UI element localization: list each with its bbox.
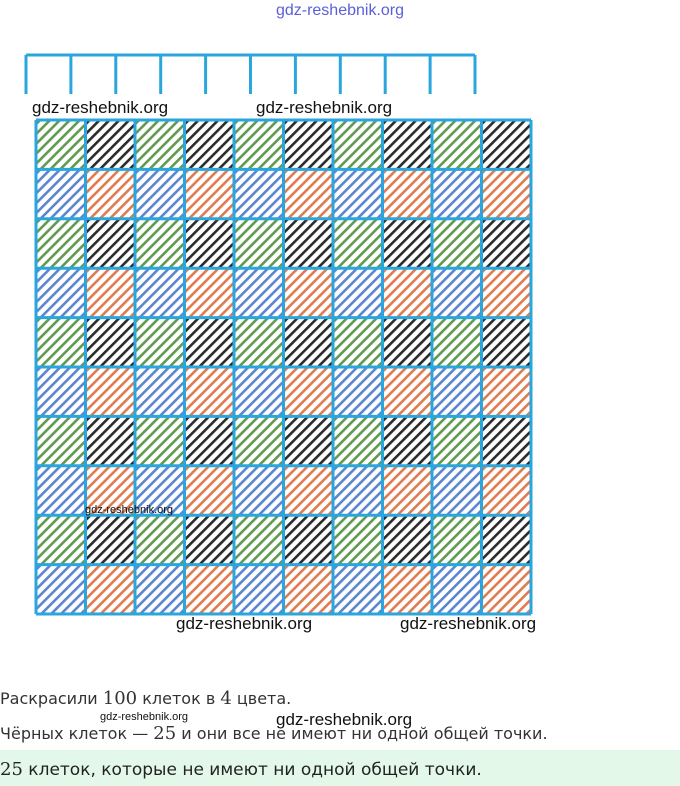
grid-cell-orange: [86, 565, 136, 614]
grid-cell-orange: [284, 268, 334, 317]
grid-cell-green: [432, 120, 482, 169]
grid-cell-green: [135, 515, 185, 564]
grid-cell-orange: [383, 367, 433, 416]
grid-cell-green: [135, 416, 185, 465]
grid-cell-green: [135, 219, 185, 268]
grid-cell-black: [383, 219, 433, 268]
watermark-text-large: gdz-reshebnik.org: [276, 710, 413, 729]
grid-cell-orange: [482, 268, 532, 317]
grid-cell-black: [284, 416, 334, 465]
answer-box: [0, 750, 680, 786]
grid-cell-orange: [284, 466, 334, 515]
grid-cell-black: [482, 120, 532, 169]
watermark-top: gdz-reshebnik.org: [275, 2, 405, 19]
grid-cell-blue: [234, 367, 284, 416]
grid-cell-blue: [234, 565, 284, 614]
grid-cell-orange: [482, 466, 532, 515]
grid-cell-orange: [185, 367, 235, 416]
grid-cell-black: [185, 219, 235, 268]
grid-cell-black: [86, 416, 136, 465]
grid-cell-blue: [333, 466, 383, 515]
grid-cell-green: [432, 416, 482, 465]
grid-cell-black: [185, 515, 235, 564]
grid-cell-orange: [284, 367, 334, 416]
text-line-total: Раскрасили 100 клеток в 4 цвета.: [0, 688, 292, 709]
grid-cell-blue: [234, 268, 284, 317]
grid-cell-blue: [135, 565, 185, 614]
grid-cell-blue: [36, 466, 86, 515]
grid-cell-green: [234, 318, 284, 367]
grid-cell-green: [333, 219, 383, 268]
grid-cell-black: [86, 318, 136, 367]
grid-cell-green: [36, 219, 86, 268]
grid-cell-green: [135, 318, 185, 367]
grid-cell-black: [482, 219, 532, 268]
grid-cell-black: [284, 219, 334, 268]
grid-cell-orange: [383, 466, 433, 515]
grid-cell-orange: [284, 565, 334, 614]
grid-cell-blue: [135, 169, 185, 218]
grid-cell-orange: [185, 169, 235, 218]
grid-cell-orange: [383, 268, 433, 317]
grid-cell-black: [185, 120, 235, 169]
grid-cell-black: [284, 515, 334, 564]
grid-cell-blue: [333, 268, 383, 317]
grid-cell-blue: [36, 268, 86, 317]
grid-cell-blue: [333, 565, 383, 614]
grid-cell-blue: [432, 268, 482, 317]
grid-cell-orange: [86, 268, 136, 317]
grid-cell-orange: [383, 169, 433, 218]
watermark-grid-bottom-left: gdz-reshebnik.org: [176, 614, 313, 633]
grid-cell-orange: [185, 565, 235, 614]
watermark-grid-top-right: gdz-reshebnik.org: [256, 98, 393, 117]
grid-cell-black: [482, 416, 532, 465]
grid-cell-green: [432, 318, 482, 367]
watermark-text-small: gdz-reshebnik.org: [100, 711, 189, 723]
grid-cell-green: [36, 120, 86, 169]
grid-cell-green: [36, 318, 86, 367]
answer-text: 25 клеток, которые не имеют ни одной общей точки.: [0, 759, 482, 780]
grid-cell-black: [86, 515, 136, 564]
grid-cell-blue: [234, 169, 284, 218]
grid-cell-green: [333, 515, 383, 564]
grid-cell-blue: [234, 466, 284, 515]
grid-cell-green: [432, 515, 482, 564]
grid-cell-blue: [36, 367, 86, 416]
grid-cell-black: [482, 318, 532, 367]
grid-cell-orange: [284, 169, 334, 218]
grid-cell-blue: [432, 466, 482, 515]
grid-cell-blue: [36, 565, 86, 614]
grid-cell-blue: [333, 169, 383, 218]
watermark-grid-top-left: gdz-reshebnik.org: [32, 98, 169, 117]
grid-cell-green: [333, 120, 383, 169]
grid-cell-green: [135, 120, 185, 169]
grid-cell-blue: [432, 367, 482, 416]
watermark-grid-inner: gdz-reshebnik.org: [85, 504, 174, 516]
grid-cell-blue: [432, 169, 482, 218]
watermark-grid-bottom-right: gdz-reshebnik.org: [400, 614, 537, 633]
grid-cell-black: [383, 120, 433, 169]
grid-cell-blue: [135, 367, 185, 416]
grid-cell-orange: [185, 466, 235, 515]
grid-cell-orange: [482, 169, 532, 218]
grid-cell-black: [284, 120, 334, 169]
grid-cell-green: [234, 515, 284, 564]
grid-cell-orange: [86, 367, 136, 416]
grid-cell-green: [36, 416, 86, 465]
grid-cell-black: [383, 515, 433, 564]
grid-cell-green: [432, 219, 482, 268]
grid-cell-orange: [482, 565, 532, 614]
grid-cell-green: [36, 515, 86, 564]
grid-cell-green: [234, 416, 284, 465]
grid-cell-black: [383, 416, 433, 465]
grid-cell-black: [284, 318, 334, 367]
grid-cell-green: [234, 120, 284, 169]
grid-cell-black: [86, 120, 136, 169]
grid-cell-blue: [36, 169, 86, 218]
grid-cell-orange: [383, 565, 433, 614]
grid-cell-blue: [333, 367, 383, 416]
grid-cell-orange: [86, 169, 136, 218]
text-line-black: Чёрных клеток — 25 и они все не имеют ни одной общей точки.: [0, 723, 548, 744]
grid-cell-black: [185, 318, 235, 367]
grid-cell-orange: [482, 367, 532, 416]
grid-cell-green: [234, 219, 284, 268]
grid-cell-orange: [185, 268, 235, 317]
grid-cell-green: [333, 318, 383, 367]
grid-cell-blue: [432, 565, 482, 614]
grid-cell-black: [86, 219, 136, 268]
grid-cell-black: [482, 515, 532, 564]
grid-cell-black: [383, 318, 433, 367]
grid-cell-blue: [135, 268, 185, 317]
grid-cell-black: [185, 416, 235, 465]
grid-cell-green: [333, 416, 383, 465]
